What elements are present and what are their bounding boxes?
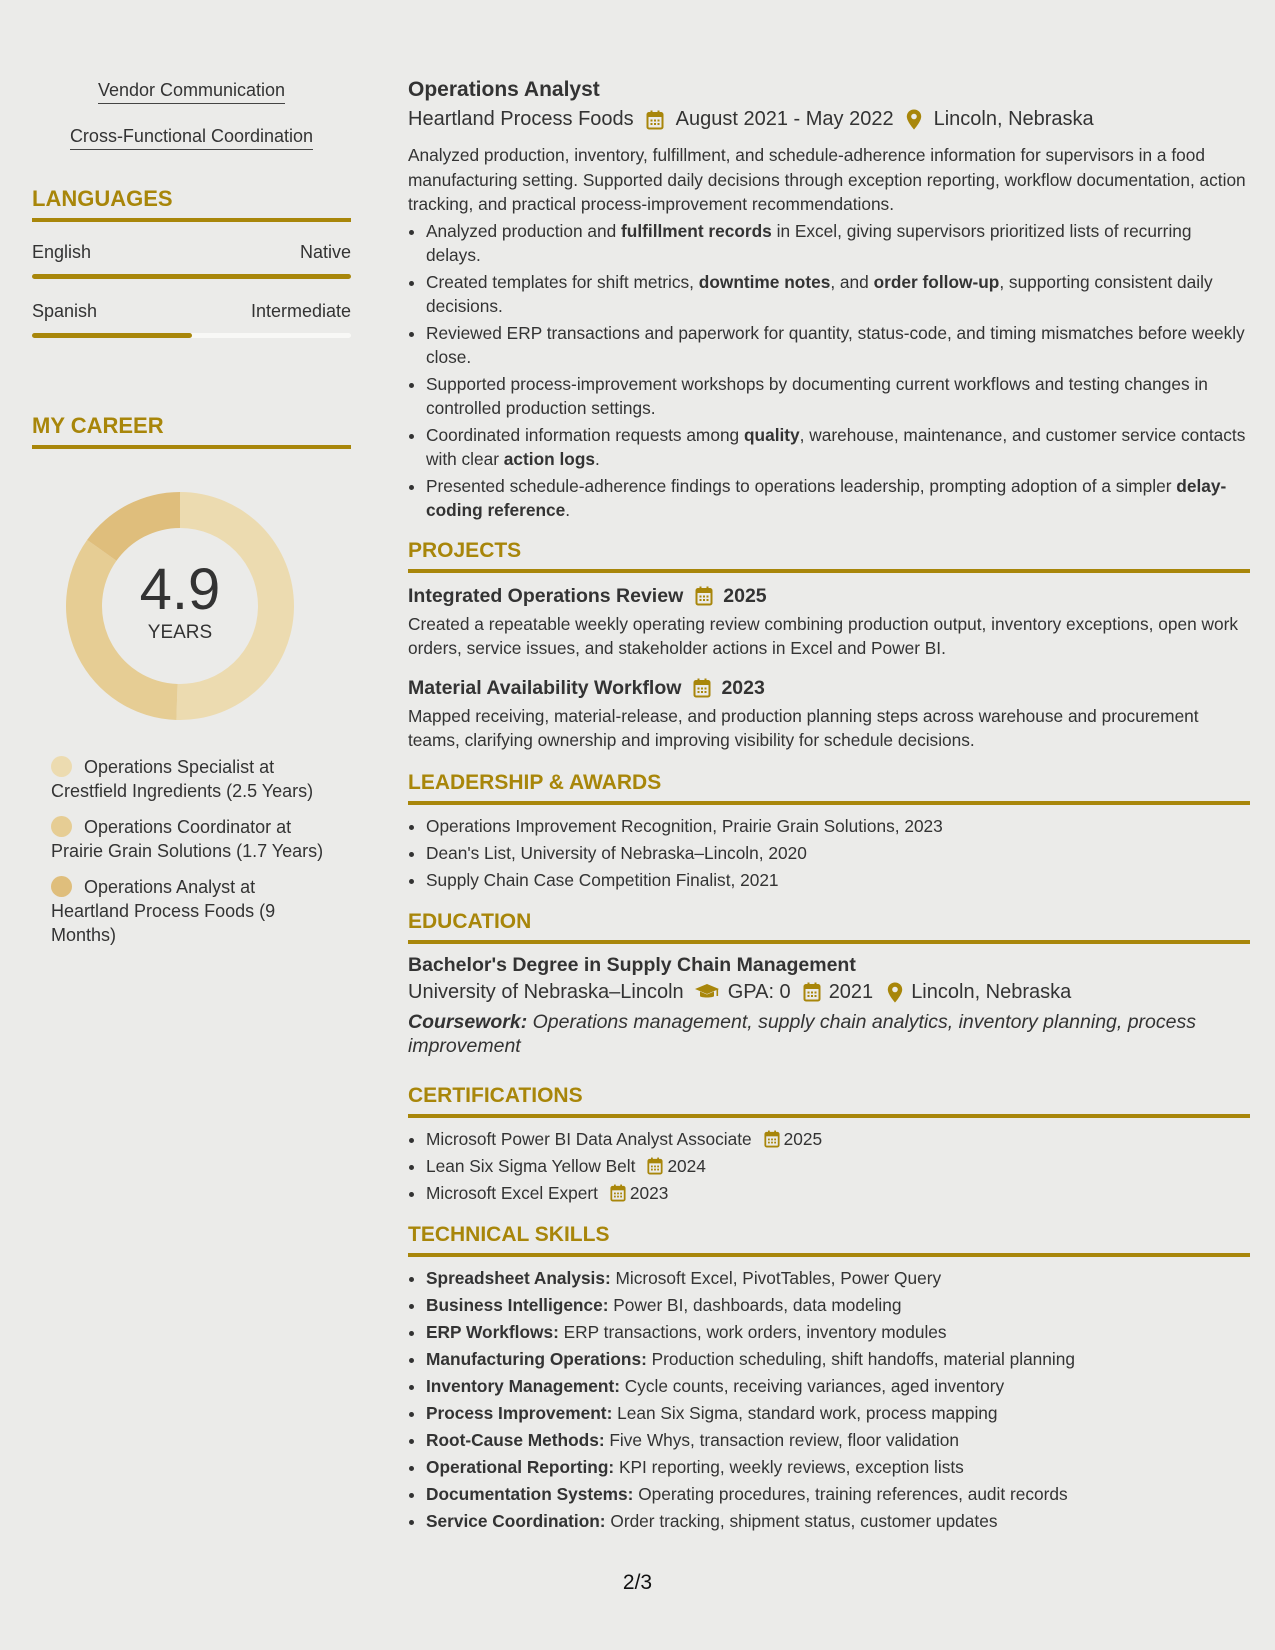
certification-name: • Microsoft Excel Expert bbox=[426, 1182, 598, 1203]
calendar-icon bbox=[803, 982, 821, 1002]
job-company: Heartland Process Foods bbox=[408, 108, 634, 130]
bullet-text: . bbox=[595, 449, 600, 469]
skill-values: Cycle counts, receiving variances, aged inventory bbox=[619, 1375, 1005, 1396]
skill-values: KPI reporting, weekly reviews, exception lists bbox=[614, 1456, 964, 1477]
certification-name: • Microsoft Power BI Data Analyst Associate bbox=[426, 1128, 752, 1149]
main-content bbox=[408, 78, 1250, 1535]
map-pin-icon bbox=[887, 982, 903, 1003]
coursework-label: Coursework: bbox=[408, 1010, 528, 1033]
project-title: Material Availability Workflow bbox=[408, 676, 682, 699]
education-entry bbox=[408, 954, 1250, 1058]
skill-category: ERP Workflows: bbox=[426, 1321, 559, 1342]
languages-heading: LANGUAGES bbox=[32, 186, 351, 222]
project-description: Mapped receiving, material-release, and production planning steps across warehouse and procurement teams, clarifying ownership and improving visibility for schedule decisions. bbox=[408, 705, 1199, 750]
language-bar-fill bbox=[32, 333, 192, 338]
education-meta bbox=[408, 981, 1250, 1004]
project-item bbox=[408, 585, 1250, 661]
bullet-text: Reviewed ERP transactions and paperwork for quantity, status-code, and timing mismatches before weekly close. bbox=[426, 322, 1245, 367]
job-entry bbox=[408, 78, 1250, 523]
skill-chip: Vendor Communication bbox=[98, 80, 285, 104]
calendar-icon bbox=[695, 586, 713, 606]
calendar-icon bbox=[646, 110, 664, 130]
technical-skills-heading: TECHNICAL SKILLS bbox=[408, 1223, 1250, 1257]
skill-chip: Cross-Functional Coordination bbox=[70, 126, 313, 150]
language-bar-fill bbox=[32, 274, 351, 279]
language-spanish bbox=[32, 301, 351, 338]
project-year: 2025 bbox=[723, 584, 767, 607]
language-bar bbox=[32, 333, 351, 338]
legend-label: Operations Specialist at Crestfield Ingredients (2.5 Years) bbox=[51, 757, 314, 801]
language-name: English bbox=[32, 242, 92, 262]
bullet-text: Analyzed production and bbox=[426, 220, 622, 241]
bullet-emphasis: action logs bbox=[503, 449, 596, 469]
skill-category: Documentation Systems: bbox=[426, 1483, 634, 1504]
skill-item bbox=[426, 1265, 1250, 1292]
career-legend-item bbox=[51, 875, 336, 947]
bullet-text: Supported process-improvement workshops by documenting current workflows and testing changes in controlled production settings. bbox=[426, 373, 1208, 418]
certifications-list bbox=[408, 1126, 1250, 1207]
education-school: University of Nebraska–Lincoln bbox=[408, 980, 684, 1003]
language-level: Intermediate bbox=[250, 301, 351, 321]
skill-category: Process Improvement: bbox=[426, 1402, 613, 1423]
calendar-icon bbox=[647, 1157, 663, 1175]
skill-values: Production scheduling, shift handoffs, material planning bbox=[646, 1348, 1075, 1369]
skill-category: Root-Cause Methods: bbox=[426, 1429, 605, 1450]
education-heading: EDUCATION bbox=[408, 910, 1250, 944]
certification-year: 2023 bbox=[629, 1182, 669, 1203]
education-coursework bbox=[408, 1010, 1250, 1058]
bullet-text: Coordinated information requests among bbox=[426, 424, 744, 445]
skill-item bbox=[426, 1508, 1250, 1535]
bullet-text: Created templates for shift metrics, bbox=[426, 271, 699, 292]
job-location: Lincoln, Nebraska bbox=[933, 108, 1094, 130]
language-name: Spanish bbox=[32, 301, 98, 321]
education-gpa: GPA: 0 bbox=[727, 980, 791, 1003]
projects-heading: PROJECTS bbox=[408, 539, 1250, 573]
bullet-emphasis: quality bbox=[743, 424, 800, 445]
bullet-text: . bbox=[565, 500, 571, 520]
legend-swatch bbox=[51, 756, 72, 777]
career-legend-item bbox=[51, 815, 336, 863]
career-heading: MY CAREER bbox=[32, 413, 351, 449]
career-years-label: YEARS bbox=[147, 622, 213, 643]
skill-values: Lean Six Sigma, standard work, process mapping bbox=[612, 1402, 998, 1423]
job-bullets bbox=[408, 219, 1250, 523]
bullet-text: , and bbox=[830, 271, 874, 292]
skill-item bbox=[426, 1400, 1250, 1427]
job-bullet bbox=[426, 219, 1250, 268]
career-legend bbox=[51, 755, 336, 947]
skill-item bbox=[426, 1373, 1250, 1400]
education-year: 2021 bbox=[828, 980, 874, 1003]
skill-category: Inventory Management: bbox=[426, 1375, 620, 1396]
technical-skills-list bbox=[408, 1265, 1250, 1535]
skill-category: Spreadsheet Analysis: bbox=[426, 1267, 611, 1288]
bullet-emphasis: order follow-up bbox=[873, 271, 1000, 292]
awards-list bbox=[408, 813, 1250, 894]
award-item: • Supply Chain Case Competition Finalist, 2021 bbox=[426, 867, 1250, 894]
awards-heading: LEADERSHIP & AWARDS bbox=[408, 771, 1250, 805]
calendar-icon bbox=[764, 1130, 780, 1148]
legend-swatch bbox=[51, 876, 72, 897]
skill-category: Business Intelligence: bbox=[426, 1294, 609, 1315]
map-pin-icon bbox=[906, 109, 922, 130]
skill-category: Service Coordination: bbox=[426, 1510, 606, 1531]
job-bullet bbox=[426, 270, 1250, 319]
job-bullet bbox=[426, 474, 1250, 523]
career-legend-item bbox=[51, 755, 336, 803]
skill-item bbox=[426, 1292, 1250, 1319]
skill-category: Operational Reporting: bbox=[426, 1456, 615, 1477]
bullet-text: in Excel, giving supervisors prioritized lists of recurring delays. bbox=[426, 220, 1192, 265]
skill-values: Five Whys, transaction review, floor validation bbox=[604, 1429, 959, 1450]
skill-item bbox=[426, 1481, 1250, 1508]
language-bar bbox=[32, 274, 351, 279]
skill-values: Microsoft Excel, PivotTables, Power Query bbox=[610, 1267, 942, 1288]
skill-values: Power BI, dashboards, data modeling bbox=[608, 1294, 902, 1315]
sidebar-skills bbox=[32, 80, 351, 170]
certification-item bbox=[426, 1153, 1250, 1180]
certification-year: 2025 bbox=[783, 1128, 823, 1149]
award-item: • Operations Improvement Recognition, Prairie Grain Solutions, 2023 bbox=[426, 813, 1250, 840]
skill-item bbox=[426, 1319, 1250, 1346]
project-year: 2023 bbox=[721, 676, 765, 699]
job-bullet bbox=[426, 321, 1250, 370]
certifications-heading: CERTIFICATIONS bbox=[408, 1084, 1250, 1118]
project-description: Created a repeatable weekly operating review combining production output, inventory exceptions, open work orders, service issues, and stakeholder actions in Excel and Power BI. bbox=[408, 613, 1238, 658]
education-location: Lincoln, Nebraska bbox=[911, 980, 1072, 1003]
job-bullet bbox=[426, 372, 1250, 421]
skill-category: Manufacturing Operations: bbox=[426, 1348, 647, 1369]
page-number: 2/3 bbox=[622, 1571, 653, 1594]
career-total-years: 4.9 bbox=[139, 557, 221, 622]
certification-item bbox=[426, 1180, 1250, 1207]
job-title: Operations Analyst bbox=[408, 78, 600, 101]
sidebar bbox=[32, 80, 351, 959]
skill-values: Order tracking, shipment status, customer updates bbox=[605, 1510, 998, 1531]
career-donut-chart bbox=[65, 491, 295, 721]
certification-item bbox=[426, 1126, 1250, 1153]
award-item: • Dean's List, University of Nebraska–Lincoln, 2020 bbox=[426, 840, 1250, 867]
job-summary: Analyzed production, inventory, fulfillment, and schedule-adherence information for supervisors in a food manufacturing setting. Supported daily decisions through exception reporting, workflow documentation, action tracking, and practical process-improvement recommendations. bbox=[408, 145, 1246, 214]
calendar-icon bbox=[693, 678, 711, 698]
certification-name: • Lean Six Sigma Yellow Belt bbox=[426, 1155, 636, 1176]
calendar-icon bbox=[610, 1184, 626, 1202]
legend-swatch bbox=[51, 816, 72, 837]
bullet-emphasis: downtime notes bbox=[698, 271, 831, 292]
job-bullet bbox=[426, 423, 1250, 472]
certification-year: 2024 bbox=[667, 1155, 706, 1176]
legend-label: Operations Coordinator at Prairie Grain Solutions (1.7 Years) bbox=[51, 817, 324, 861]
skill-item bbox=[426, 1454, 1250, 1481]
language-level: Native bbox=[299, 242, 351, 262]
job-meta bbox=[408, 108, 1250, 131]
education-degree: Bachelor's Degree in Supply Chain Management bbox=[408, 953, 856, 976]
bullet-emphasis: fulfillment records bbox=[621, 220, 772, 241]
coursework-text: Operations management, supply chain analytics, inventory planning, process improvement bbox=[408, 1010, 1196, 1057]
project-item bbox=[408, 677, 1250, 753]
skill-values: ERP transactions, work orders, inventory modules bbox=[558, 1321, 947, 1342]
language-english bbox=[32, 242, 351, 279]
project-title: Integrated Operations Review bbox=[408, 584, 684, 607]
bullet-text: , supporting consistent daily decisions. bbox=[426, 271, 1213, 316]
skill-item bbox=[426, 1427, 1250, 1454]
bullet-emphasis: delay-coding reference bbox=[426, 475, 1227, 520]
legend-label: Operations Analyst at Heartland Process Foods (9 Months) bbox=[51, 877, 276, 945]
job-dates: August 2021 - May 2022 bbox=[675, 108, 894, 130]
skill-values: Operating procedures, training references, audit records bbox=[633, 1483, 1068, 1504]
skill-item bbox=[426, 1346, 1250, 1373]
bullet-text: Presented schedule-adherence findings to operations leadership, prompting adoption of a simpler bbox=[426, 475, 1177, 496]
bullet-text: , warehouse, maintenance, and customer service contacts with clear bbox=[426, 424, 1246, 469]
graduation-cap-icon bbox=[694, 983, 720, 1001]
